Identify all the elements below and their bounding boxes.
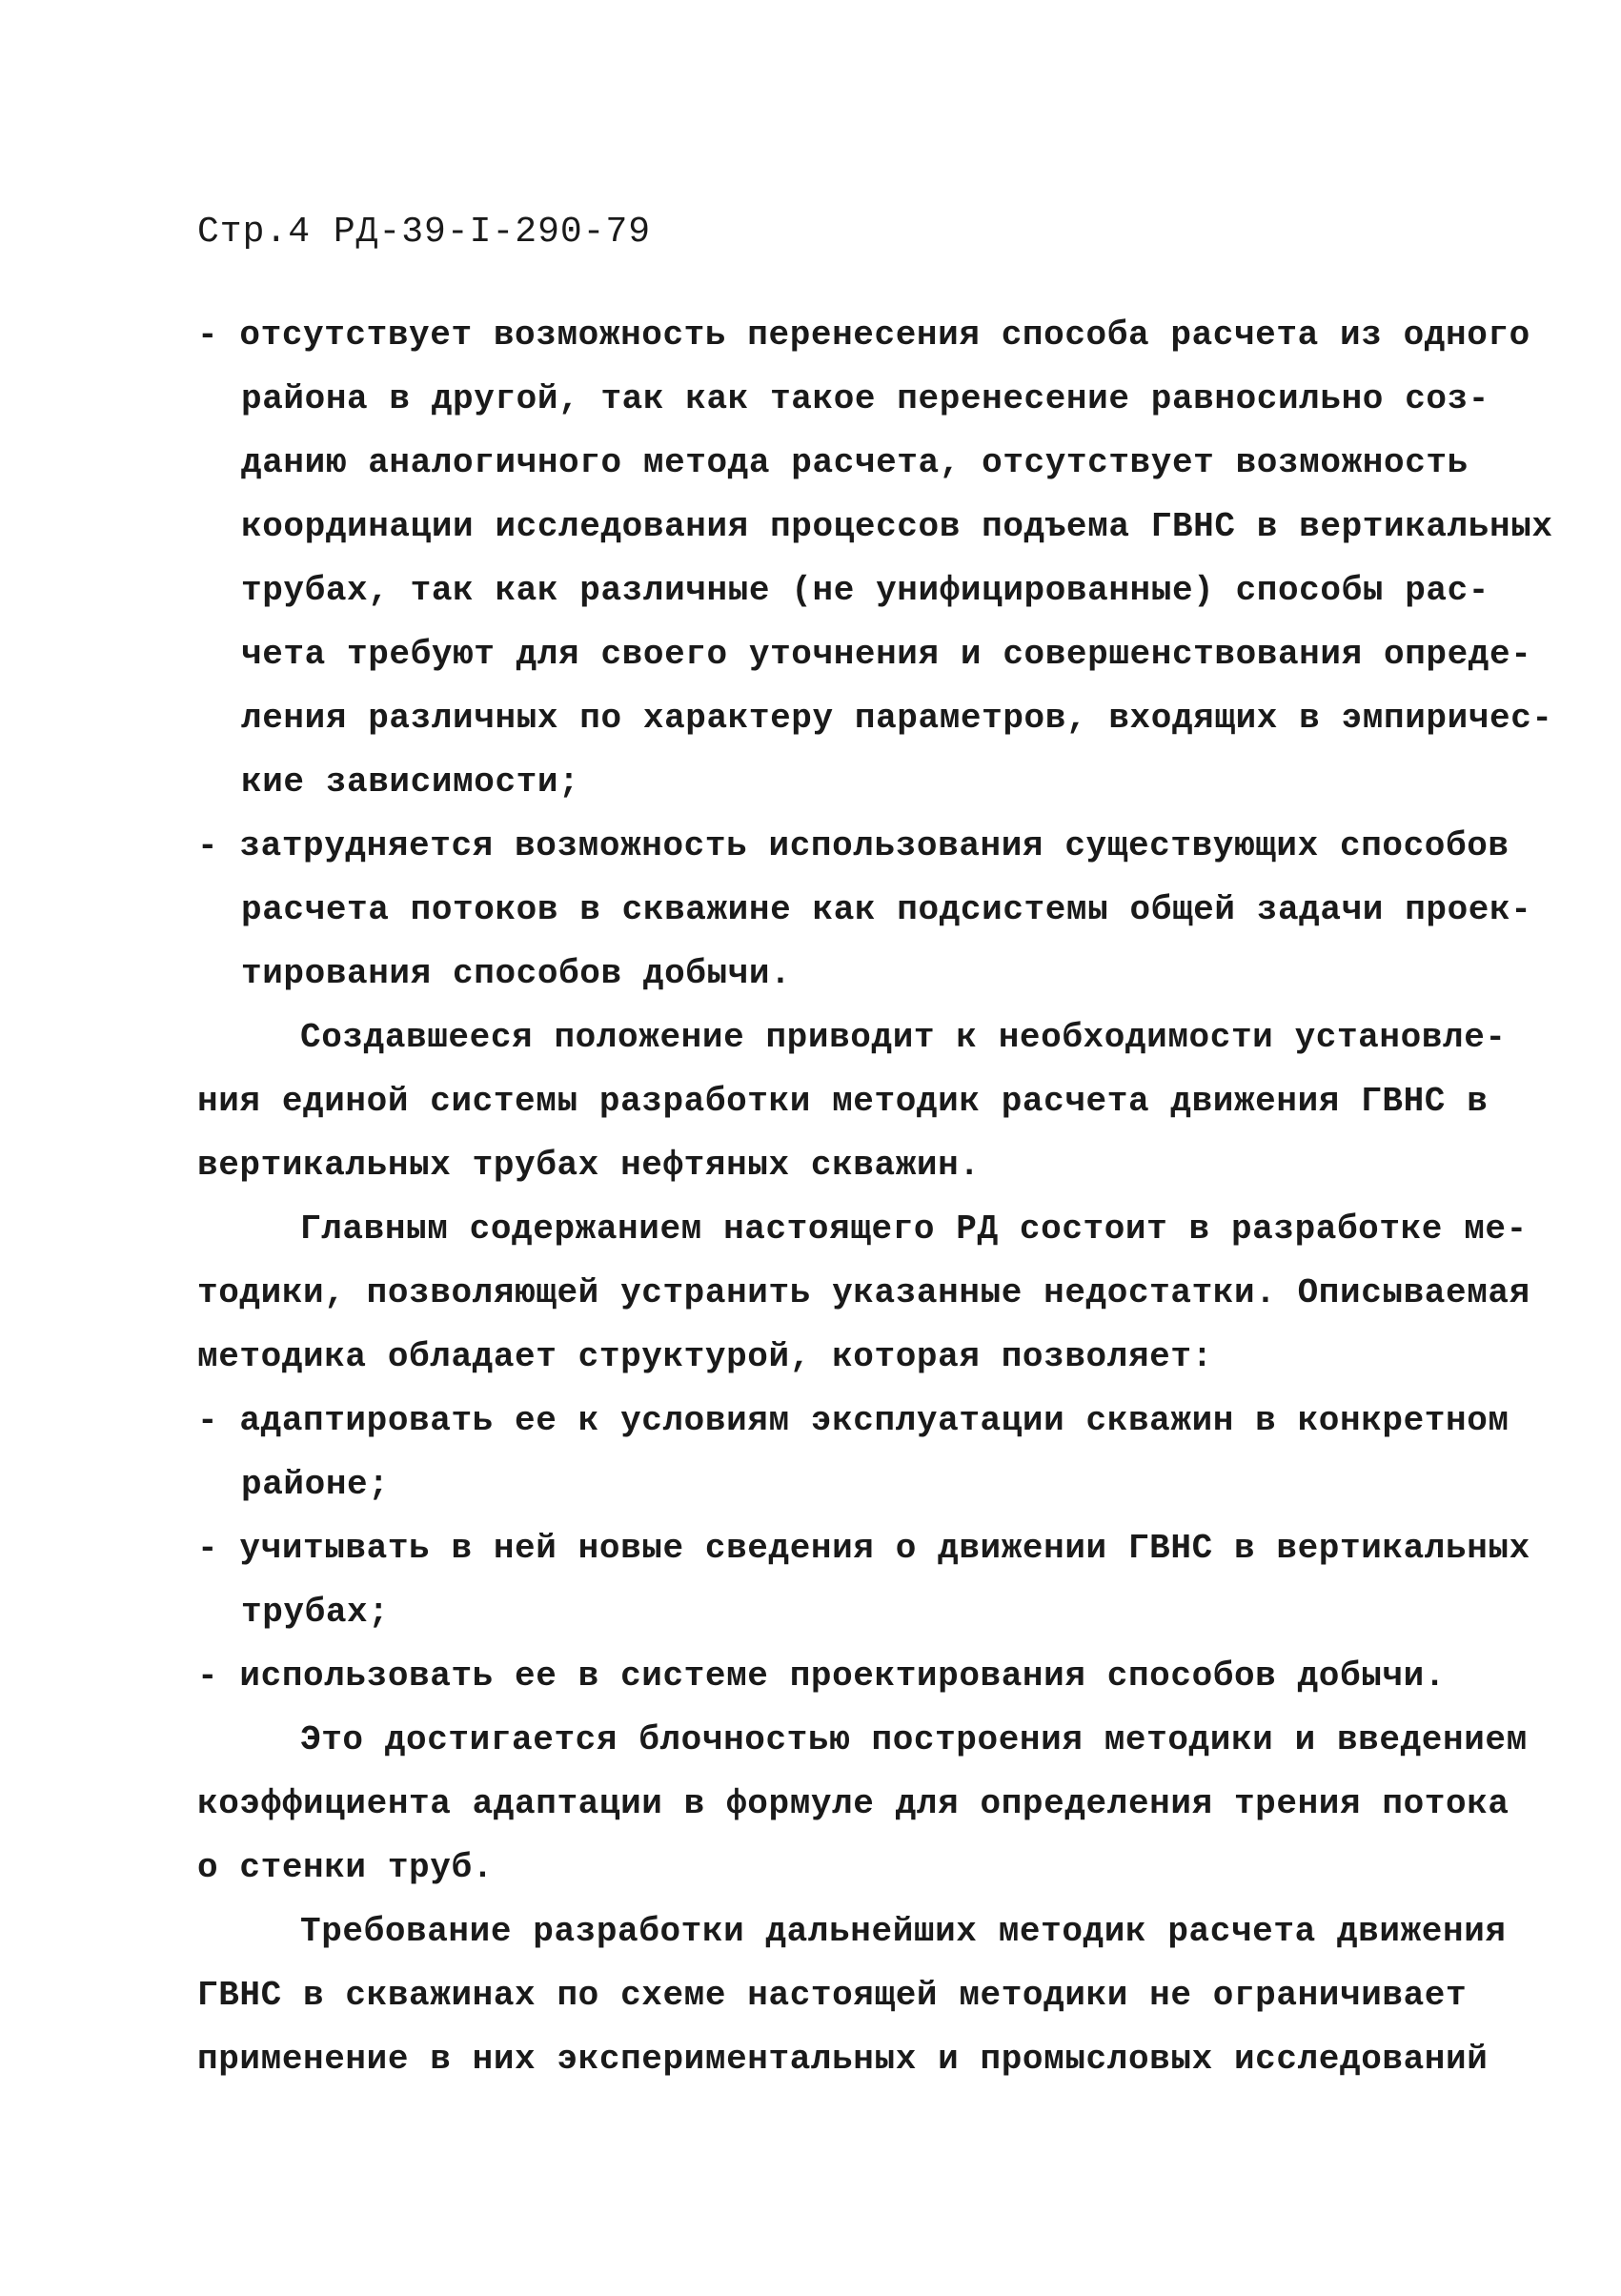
text-line: ГВНС в скважинах по схеме настоящей методики не ограничивает [197, 1976, 1468, 2015]
document-code: РД-39-I-290-79 [333, 212, 652, 253]
text-line: Это достигается блочностью построения методики и введением [300, 1720, 1528, 1759]
text-line: о стенки труб. [197, 1848, 494, 1887]
text-line: - адаптировать ее к условиям эксплуатации скважин в конкретном [197, 1401, 1510, 1440]
text-line: Требование разработки дальнейших методик расчета движения [300, 1912, 1507, 1951]
text-line: применение в них экспериментальных и промысловых исследований [197, 2040, 1489, 2079]
text-line: районе; [241, 1465, 390, 1504]
page-header [197, 212, 651, 253]
text-line: - учитывать в ней новые сведения о движении ГВНС в вертикальных [197, 1529, 1530, 1568]
text-line: Создавшееся положение приводит к необходимости установле- [300, 1018, 1507, 1057]
text-line: - затрудняется возможность использования существующих способов [197, 826, 1510, 865]
text-line: расчета потоков в скважине как подсистемы общей задачи проек- [241, 890, 1532, 929]
text-line: кие зависимости; [241, 762, 580, 802]
text-line: - использовать ее в системе проектирования способов добычи. [197, 1656, 1447, 1696]
text-line: тирования способов добычи. [241, 954, 792, 993]
text-line: данию аналогичного метода расчета, отсутствует возможность [241, 443, 1469, 482]
text-line: тодики, позволяющей устранить указанные недостатки. Описываемая [197, 1273, 1530, 1312]
body-text [197, 303, 1553, 2091]
text-line: - отсутствует возможность перенесения способа расчета из одного [197, 315, 1530, 355]
text-line: коэффициента адаптации в формуле для определения трения потока [197, 1784, 1510, 1823]
text-line: ния единой системы разработки методик расчета движения ГВНС в [197, 1082, 1489, 1121]
text-line: чета требуют для своего уточнения и совершенствования опреде- [241, 635, 1532, 674]
text-line: района в другой, так как такое перенесение равносильно соз- [241, 379, 1490, 418]
text-line: вертикальных трубах нефтяных скважин. [197, 1146, 981, 1185]
text-line: координации исследования процессов подъема ГВНС в вертикальных [241, 507, 1553, 546]
text-line: трубах; [241, 1593, 390, 1632]
text-line: Главным содержанием настоящего РД состоит в разработке ме- [300, 1209, 1528, 1249]
text-line: ления различных по характеру параметров, входящих в эмпиричес- [241, 699, 1553, 738]
text-line: трубах, так как различные (не унифицированные) способы рас- [241, 571, 1490, 610]
page-number-label: Стр.4 [197, 212, 312, 253]
text-line: методика обладает структурой, которая позволяет: [197, 1337, 1213, 1376]
